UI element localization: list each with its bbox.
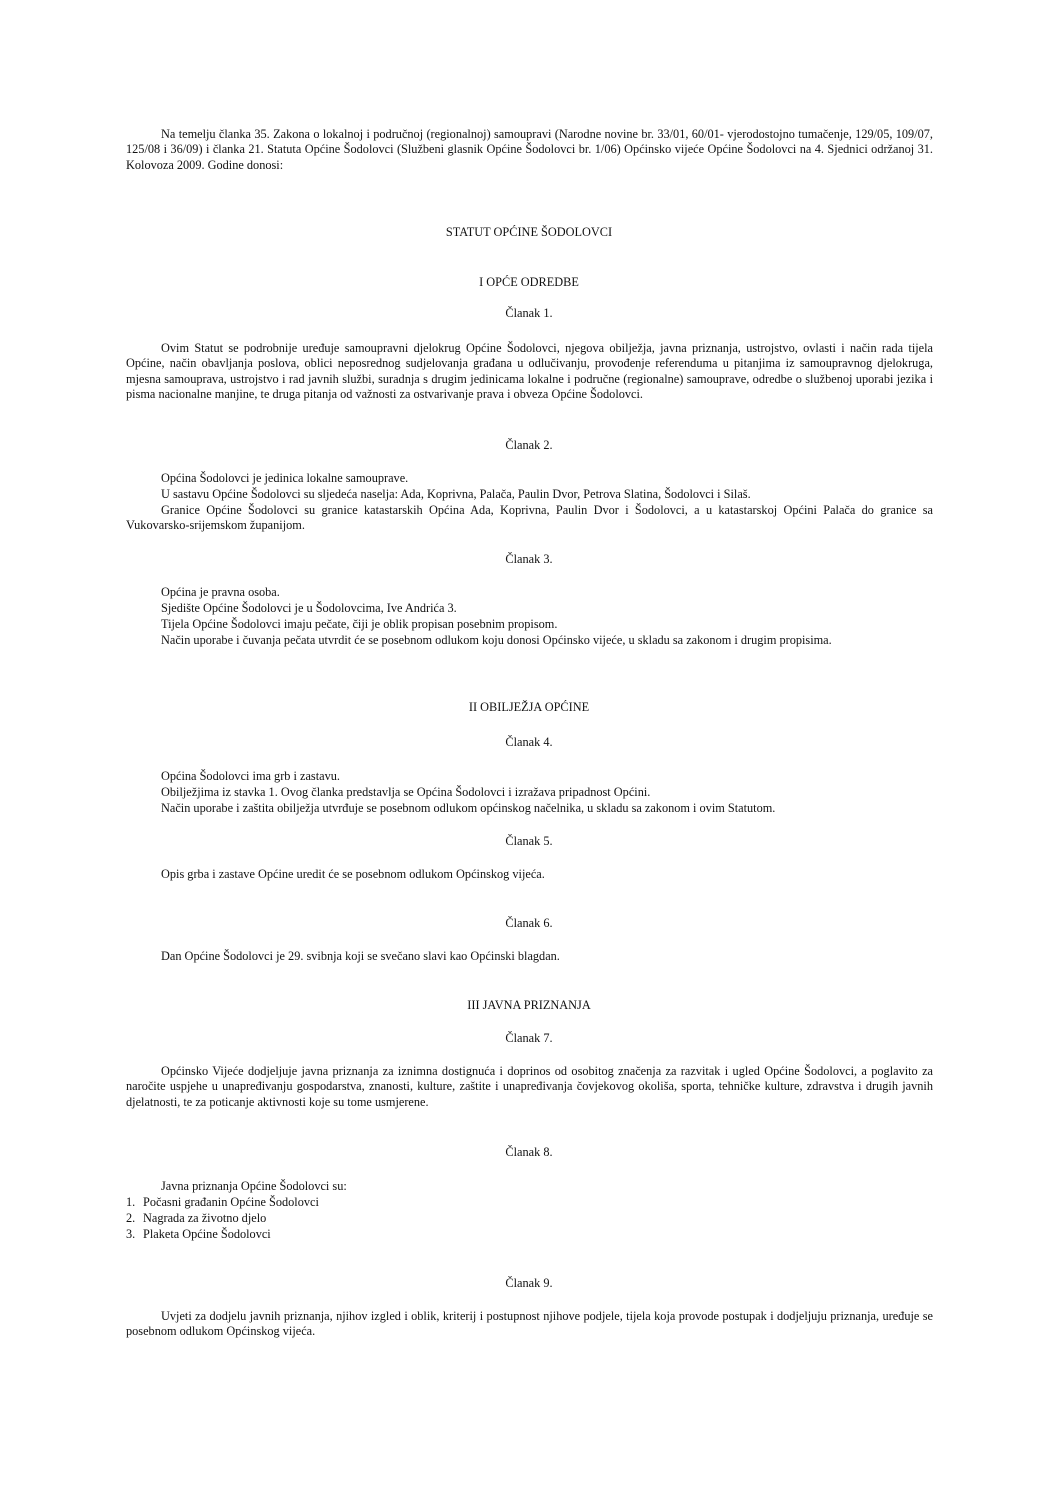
- article-9-text: Uvjeti za dodjelu javnih priznanja, njihov izgled i oblik, kriterij i postupnost njihove podjele, tijela koja provode postupak i dodjeljuju priznanja, uređuje se posebnom odlukom Općinskog vijeća.: [126, 1309, 933, 1339]
- article-3-line-3: Tijela Općine Šodolovci imaju pečate, čiji je oblik propisan posebnim propisom.: [161, 617, 558, 631]
- section-heading-3: III JAVNA PRIZNANJA: [467, 998, 591, 1012]
- article-5-text: Opis grba i zastave Općine uredit će se posebnom odlukom Općinskog vijeća.: [161, 867, 545, 881]
- article-4-line-2: Obilježjima iz stavka 1. Ovog članka predstavlja se Općina Šodolovci i izražava pripadnost Općini.: [161, 785, 651, 799]
- article-3-para-4: Način uporabe i čuvanja pečata utvrdit će se posebnom odlukom koju donosi Općinsko vijeće, u skladu sa zakonom i drugim propisima.: [161, 633, 832, 647]
- article-3-line-2: Sjedište Općine Šodolovci je u Šodolovcima, Ive Andrića 3.: [161, 601, 457, 615]
- section-heading-1: I OPĆE ODREDBE: [479, 275, 579, 289]
- article-heading-3: Članak 3.: [505, 552, 553, 566]
- article-8-intro: Javna priznanja Općine Šodolovci su:: [161, 1179, 347, 1193]
- article-4-line-1: Općina Šodolovci ima grb i zastavu.: [161, 769, 340, 783]
- section-heading-2: II OBILJEŽJA OPĆINE: [468, 700, 590, 714]
- article-1-text: Ovim Statut se podrobnije uređuje samoupravni djelokrug Općine Šodolovci, njegova obilježja, javna priznanja, ustrojstvo, ovlasti i način rada tijela Općine, način obavljanja poslova, oblici neposrednog sudjelovanja građana u odlučivanju, provođenje referenduma u pitanjima iz samoupravnog djelokruga, mjesna samouprava, ustrojstvo i rad javnih službi, suradnja s drugim jedinicama lokalne i područne (regionalne) samouprave, odredbe o službenoj uporabi jezika i pisma nacionalne manjine, te druga pitanja od važnosti za ostvarivanje prava i obveza Općine Šodolovci.: [126, 341, 933, 402]
- list-item-text: Plaketa Općine Šodolovci: [143, 1227, 271, 1241]
- article-heading-2: Članak 2.: [505, 438, 553, 452]
- article-heading-6: Članak 6.: [505, 916, 553, 930]
- article-2-para-3: Granice Općine Šodolovci su granice katastarskih Općina Ada, Koprivna, Paulin Dvor i Šodolovci, a u katastarskoj Općini Palača do granice sa Vukovarsko-srijemskom županijom.: [126, 503, 933, 533]
- list-item: [126, 1227, 271, 1242]
- article-4-line-3: Način uporabe i zaštita obilježja utvrđuje se posebnom odlukom općinskog načelnika, u skladu sa zakonom i ovim Statutom.: [161, 801, 776, 815]
- article-heading-9: Članak 9.: [505, 1276, 553, 1290]
- article-heading-4: Članak 4.: [505, 735, 553, 749]
- preamble: Na temelju članka 35. Zakona o lokalnoj i područnoj (regionalnoj) samoupravi (Narodne novine br. 33/01, 60/01- vjerodostojno tumačenje, 129/05, 109/07, 125/08 i 36/09) i članka 21. Statuta Općine Šodolovci (Službeni glasnik Općine Šodolovci br. 1/06) Općinsko vijeće Općine Šodolovci na 4. Sjednici održanoj 31. Kolovoza 2009. Godine donosi:: [126, 127, 933, 172]
- article-heading-1: Članak 1.: [505, 306, 553, 320]
- article-7-text: Općinsko Vijeće dodjeljuje javna priznanja za iznimna dostignuća i doprinos od osobitog značenja za razvitak i ugled Općine Šodolovci, a poglavito za naročite uspjehe u unapređivanju gospodarstva, znanosti, kulture, zaštite i unapređivanja čovjekovog okoliša, sporta, tehničke kulture, zdravstva i drugih javnih djelatnosti, te za poticanje aktivnosti koje su tome usmjerene.: [126, 1064, 933, 1109]
- article-3-line-1: Općina je pravna osoba.: [161, 585, 280, 599]
- article-6-text: Dan Općine Šodolovci je 29. svibnja koji se svečano slavi kao Općinski blagdan.: [161, 949, 560, 963]
- list-item-number: 3.: [126, 1227, 136, 1241]
- list-item-number: 2.: [126, 1211, 136, 1225]
- list-item-text: Počasni građanin Općine Šodolovci: [143, 1195, 319, 1209]
- list-item-text: Nagrada za životno djelo: [143, 1211, 267, 1225]
- list-item: [126, 1195, 319, 1210]
- list-item-number: 1.: [126, 1195, 136, 1209]
- article-2-line-1: Općina Šodolovci je jedinica lokalne samouprave.: [161, 471, 409, 485]
- article-heading-8: Članak 8.: [505, 1145, 553, 1159]
- article-heading-5: Članak 5.: [505, 834, 553, 848]
- document-title: STATUT OPĆINE ŠODOLOVCI: [445, 225, 613, 239]
- article-2-line-2: U sastavu Općine Šodolovci su sljedeća naselja: Ada, Koprivna, Palača, Paulin Dvor, Petrova Slatina, Šodolovci i Silaš.: [161, 487, 751, 501]
- article-heading-7: Članak 7.: [505, 1031, 553, 1045]
- list-item: [126, 1211, 266, 1226]
